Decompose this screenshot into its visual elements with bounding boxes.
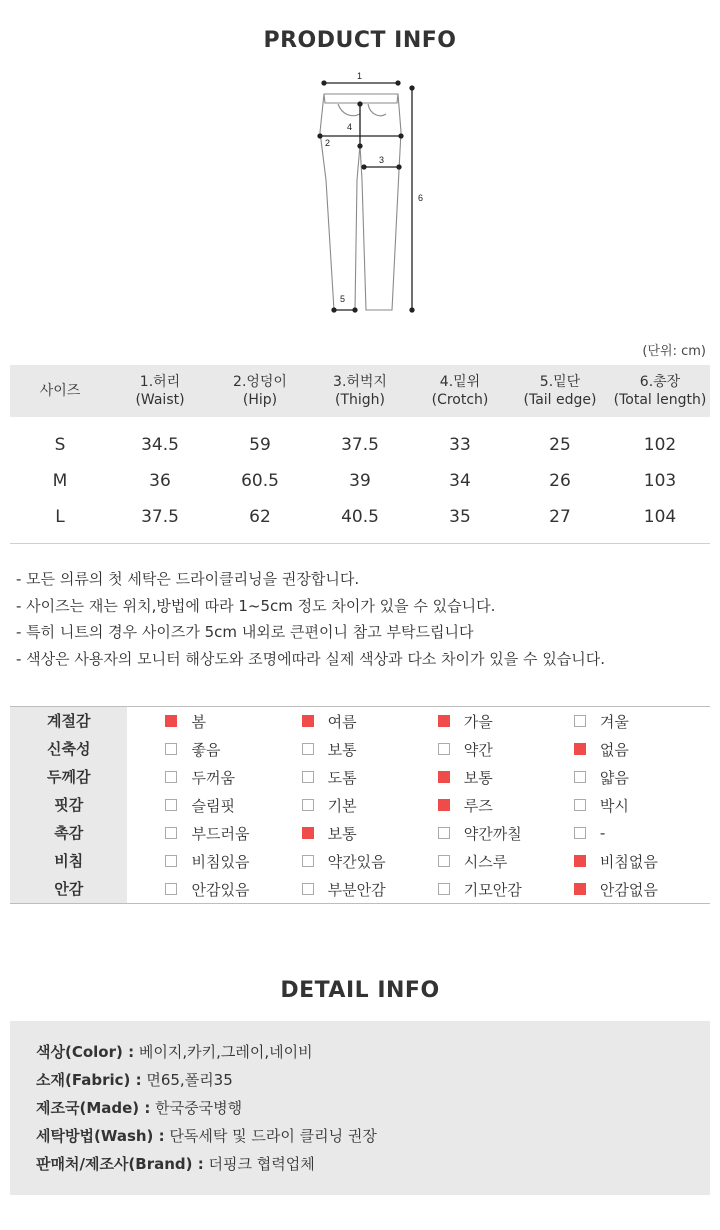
checked-box-icon — [574, 883, 586, 895]
property-option-label: 봄 — [191, 712, 206, 731]
unit-label: (단위: cm) — [642, 344, 706, 359]
fabric-properties-grid — [10, 706, 710, 904]
checked-box-icon — [438, 771, 450, 783]
property-option-label: 비침있음 — [191, 852, 250, 871]
unchecked-box-icon — [165, 743, 177, 755]
property-option-label: 겨울 — [599, 712, 629, 731]
property-option — [438, 879, 574, 900]
detail-value: 베이지,카키,그레이,네이비 — [138, 1043, 313, 1061]
property-option-label: 기본 — [327, 796, 357, 815]
property-option — [302, 711, 438, 732]
unchecked-box-icon — [302, 743, 314, 755]
property-option — [574, 739, 710, 760]
detail-key: 색상(Color) : — [36, 1043, 135, 1061]
unchecked-box-icon — [438, 827, 450, 839]
header-cell: 2.엉덩이 (Hip) — [233, 374, 287, 408]
property-option — [302, 879, 438, 900]
measurement-cell: 39 — [349, 471, 371, 491]
header-cell: 4.밑위 (Crotch) — [431, 374, 489, 408]
property-option — [302, 851, 438, 872]
property-option — [302, 739, 438, 760]
property-option — [574, 851, 710, 872]
detail-value: 단독세탁 및 드라이 클리닝 권장 — [169, 1127, 377, 1145]
property-option-label: 약간까칠 — [463, 824, 522, 843]
property-row — [10, 763, 710, 791]
measurement-cell: 35 — [449, 507, 471, 527]
property-option — [165, 795, 301, 816]
unchecked-box-icon — [302, 883, 314, 895]
note-item: - 특히 니트의 경우 사이즈가 5cm 내외로 큰편이니 참고 부탁드립니다 — [16, 623, 474, 641]
property-option — [438, 711, 574, 732]
property-option-label: 시스루 — [463, 852, 508, 871]
measurement-cell: 25 — [549, 435, 571, 455]
detail-info-box — [10, 1021, 710, 1195]
detail-key: 세탁방법(Wash) : — [36, 1127, 165, 1145]
property-option — [165, 767, 301, 788]
unchecked-box-icon — [438, 883, 450, 895]
measurement-cell: 40.5 — [341, 507, 379, 527]
diagram-label-6: 6 — [418, 193, 424, 203]
property-option-label: 얇음 — [599, 768, 629, 787]
size-row — [10, 499, 710, 535]
property-row — [10, 847, 710, 875]
note-item: - 색상은 사용자의 모니터 해상도와 조명에따라 실제 색상과 다소 차이가 있을 수 있습니다. — [16, 649, 606, 668]
property-option-label: 부분안감 — [327, 880, 386, 899]
note-item: - 사이즈는 재는 위치,방법에 따라 1~5cm 정도 차이가 있을 수 있습니다. — [16, 596, 496, 615]
detail-value: 한국중국병행 — [155, 1099, 243, 1117]
measurement-cell: 27 — [549, 507, 571, 527]
property-option-label: 좋음 — [191, 740, 221, 759]
property-label: 계절감 — [10, 707, 127, 735]
product-info-title: PRODUCT INFO — [263, 28, 457, 53]
measurement-cell: 34 — [449, 471, 471, 491]
property-option-label: 없음 — [599, 740, 629, 759]
size-name-cell: L — [55, 507, 65, 527]
measurement-cell: 36 — [149, 471, 171, 491]
property-option-label: 기모안감 — [463, 880, 522, 899]
property-option-label: 비침없음 — [599, 852, 658, 871]
property-option-label: - — [599, 824, 606, 842]
detail-value: 면65,폴리35 — [146, 1071, 233, 1089]
property-option-label: 두꺼움 — [191, 768, 235, 787]
property-option-label: 보통 — [463, 768, 493, 787]
size-name-cell: S — [54, 435, 66, 455]
property-label: 촉감 — [10, 819, 127, 847]
property-option — [438, 795, 574, 816]
diagram-label-4: 4 — [347, 122, 353, 132]
checked-box-icon — [438, 799, 450, 811]
detail-row — [36, 1094, 710, 1122]
property-option-label: 도톰 — [327, 768, 357, 787]
property-option — [574, 824, 710, 842]
notes-list — [16, 566, 706, 672]
detail-row — [36, 1150, 710, 1178]
unchecked-box-icon — [438, 855, 450, 867]
property-option-label: 안감없음 — [599, 880, 658, 899]
property-label: 안감 — [10, 875, 127, 903]
diagram-label-5: 5 — [340, 294, 346, 304]
property-option-label: 보통 — [327, 740, 357, 759]
property-option — [165, 739, 301, 760]
property-row — [10, 875, 710, 903]
measurement-cell: 59 — [249, 435, 271, 455]
unchecked-box-icon — [438, 743, 450, 755]
size-name-cell: M — [52, 471, 68, 491]
unchecked-box-icon — [574, 771, 586, 783]
property-option-label: 가을 — [463, 712, 493, 731]
property-label: 비침 — [10, 847, 127, 875]
header-cell: 3.허벅지 (Thigh) — [333, 374, 387, 408]
unchecked-box-icon — [574, 827, 586, 839]
size-table — [10, 365, 710, 544]
property-option — [302, 823, 438, 844]
property-option — [302, 795, 438, 816]
diagram-label-3: 3 — [379, 155, 385, 165]
property-row — [10, 735, 710, 763]
property-row — [10, 791, 710, 819]
measurement-cell: 37.5 — [141, 507, 179, 527]
property-option — [574, 711, 710, 732]
measurement-cell: 34.5 — [141, 435, 179, 455]
detail-row — [36, 1038, 710, 1066]
unchecked-box-icon — [574, 715, 586, 727]
unchecked-box-icon — [165, 799, 177, 811]
size-table-body — [10, 417, 710, 544]
header-cell: 6.총장 (Total length) — [613, 374, 707, 408]
property-label: 두께감 — [10, 763, 127, 791]
property-option — [438, 767, 574, 788]
detail-key: 판매처/제조사(Brand) : — [36, 1155, 204, 1173]
property-option — [438, 739, 574, 760]
measurement-cell: 26 — [549, 471, 571, 491]
property-row — [10, 819, 710, 847]
detail-key: 소재(Fabric) : — [36, 1071, 142, 1089]
checked-box-icon — [574, 743, 586, 755]
header-cell: 5.밑단 (Tail edge) — [523, 374, 597, 408]
property-option — [438, 851, 574, 872]
checked-box-icon — [302, 827, 314, 839]
property-option-label: 박시 — [599, 796, 629, 815]
detail-info-title: DETAIL INFO — [280, 978, 440, 1003]
checked-box-icon — [165, 715, 177, 727]
size-table-header — [10, 365, 710, 417]
detail-value: 더핑크 협력업체 — [208, 1155, 315, 1173]
property-option-label: 부드러움 — [191, 824, 250, 843]
unchecked-box-icon — [165, 883, 177, 895]
checked-box-icon — [438, 715, 450, 727]
property-option-label: 루즈 — [463, 796, 493, 815]
property-label: 핏감 — [10, 791, 127, 819]
property-option — [438, 823, 574, 844]
property-option — [165, 851, 301, 872]
diagram-label-1: 1 — [357, 71, 363, 81]
property-option — [302, 767, 438, 788]
unchecked-box-icon — [165, 771, 177, 783]
diagram-label-2: 2 — [325, 138, 331, 148]
measurement-cell: 104 — [643, 507, 677, 527]
checked-box-icon — [302, 715, 314, 727]
property-option — [574, 879, 710, 900]
measurement-cell: 33 — [449, 435, 471, 455]
checked-box-icon — [574, 855, 586, 867]
measurement-cell: 103 — [643, 471, 677, 491]
property-option-label: 안감있음 — [191, 880, 250, 899]
unchecked-box-icon — [165, 855, 177, 867]
measurement-cell: 37.5 — [341, 435, 379, 455]
measurement-cell: 62 — [249, 507, 271, 527]
detail-row — [36, 1122, 710, 1150]
property-option-label: 약간 — [463, 740, 493, 759]
property-option — [574, 795, 710, 816]
note-item: - 모든 의류의 첫 세탁은 드라이클리닝을 권장합니다. — [16, 570, 360, 588]
unchecked-box-icon — [574, 799, 586, 811]
property-option-label: 보통 — [327, 824, 357, 843]
property-option — [574, 767, 710, 788]
unchecked-box-icon — [165, 827, 177, 839]
detail-row — [36, 1066, 710, 1094]
unchecked-box-icon — [302, 799, 314, 811]
property-option-label: 약간있음 — [327, 852, 386, 871]
property-option-label: 슬림핏 — [191, 796, 235, 815]
pants-measurement-diagram — [300, 70, 440, 320]
measurement-cell: 60.5 — [241, 471, 279, 491]
property-label: 신축성 — [10, 735, 127, 763]
property-option — [165, 711, 301, 732]
unchecked-box-icon — [302, 771, 314, 783]
size-row — [10, 463, 710, 499]
header-cell: 사이즈 — [39, 383, 81, 399]
property-option — [165, 879, 301, 900]
property-option — [165, 823, 301, 844]
measurement-cell: 102 — [643, 435, 677, 455]
size-row — [10, 427, 710, 463]
unchecked-box-icon — [302, 855, 314, 867]
detail-key: 제조국(Made) : — [36, 1099, 151, 1117]
property-row — [10, 707, 710, 735]
property-option-label: 여름 — [327, 712, 357, 731]
header-cell: 1.허리 (Waist) — [135, 374, 185, 408]
